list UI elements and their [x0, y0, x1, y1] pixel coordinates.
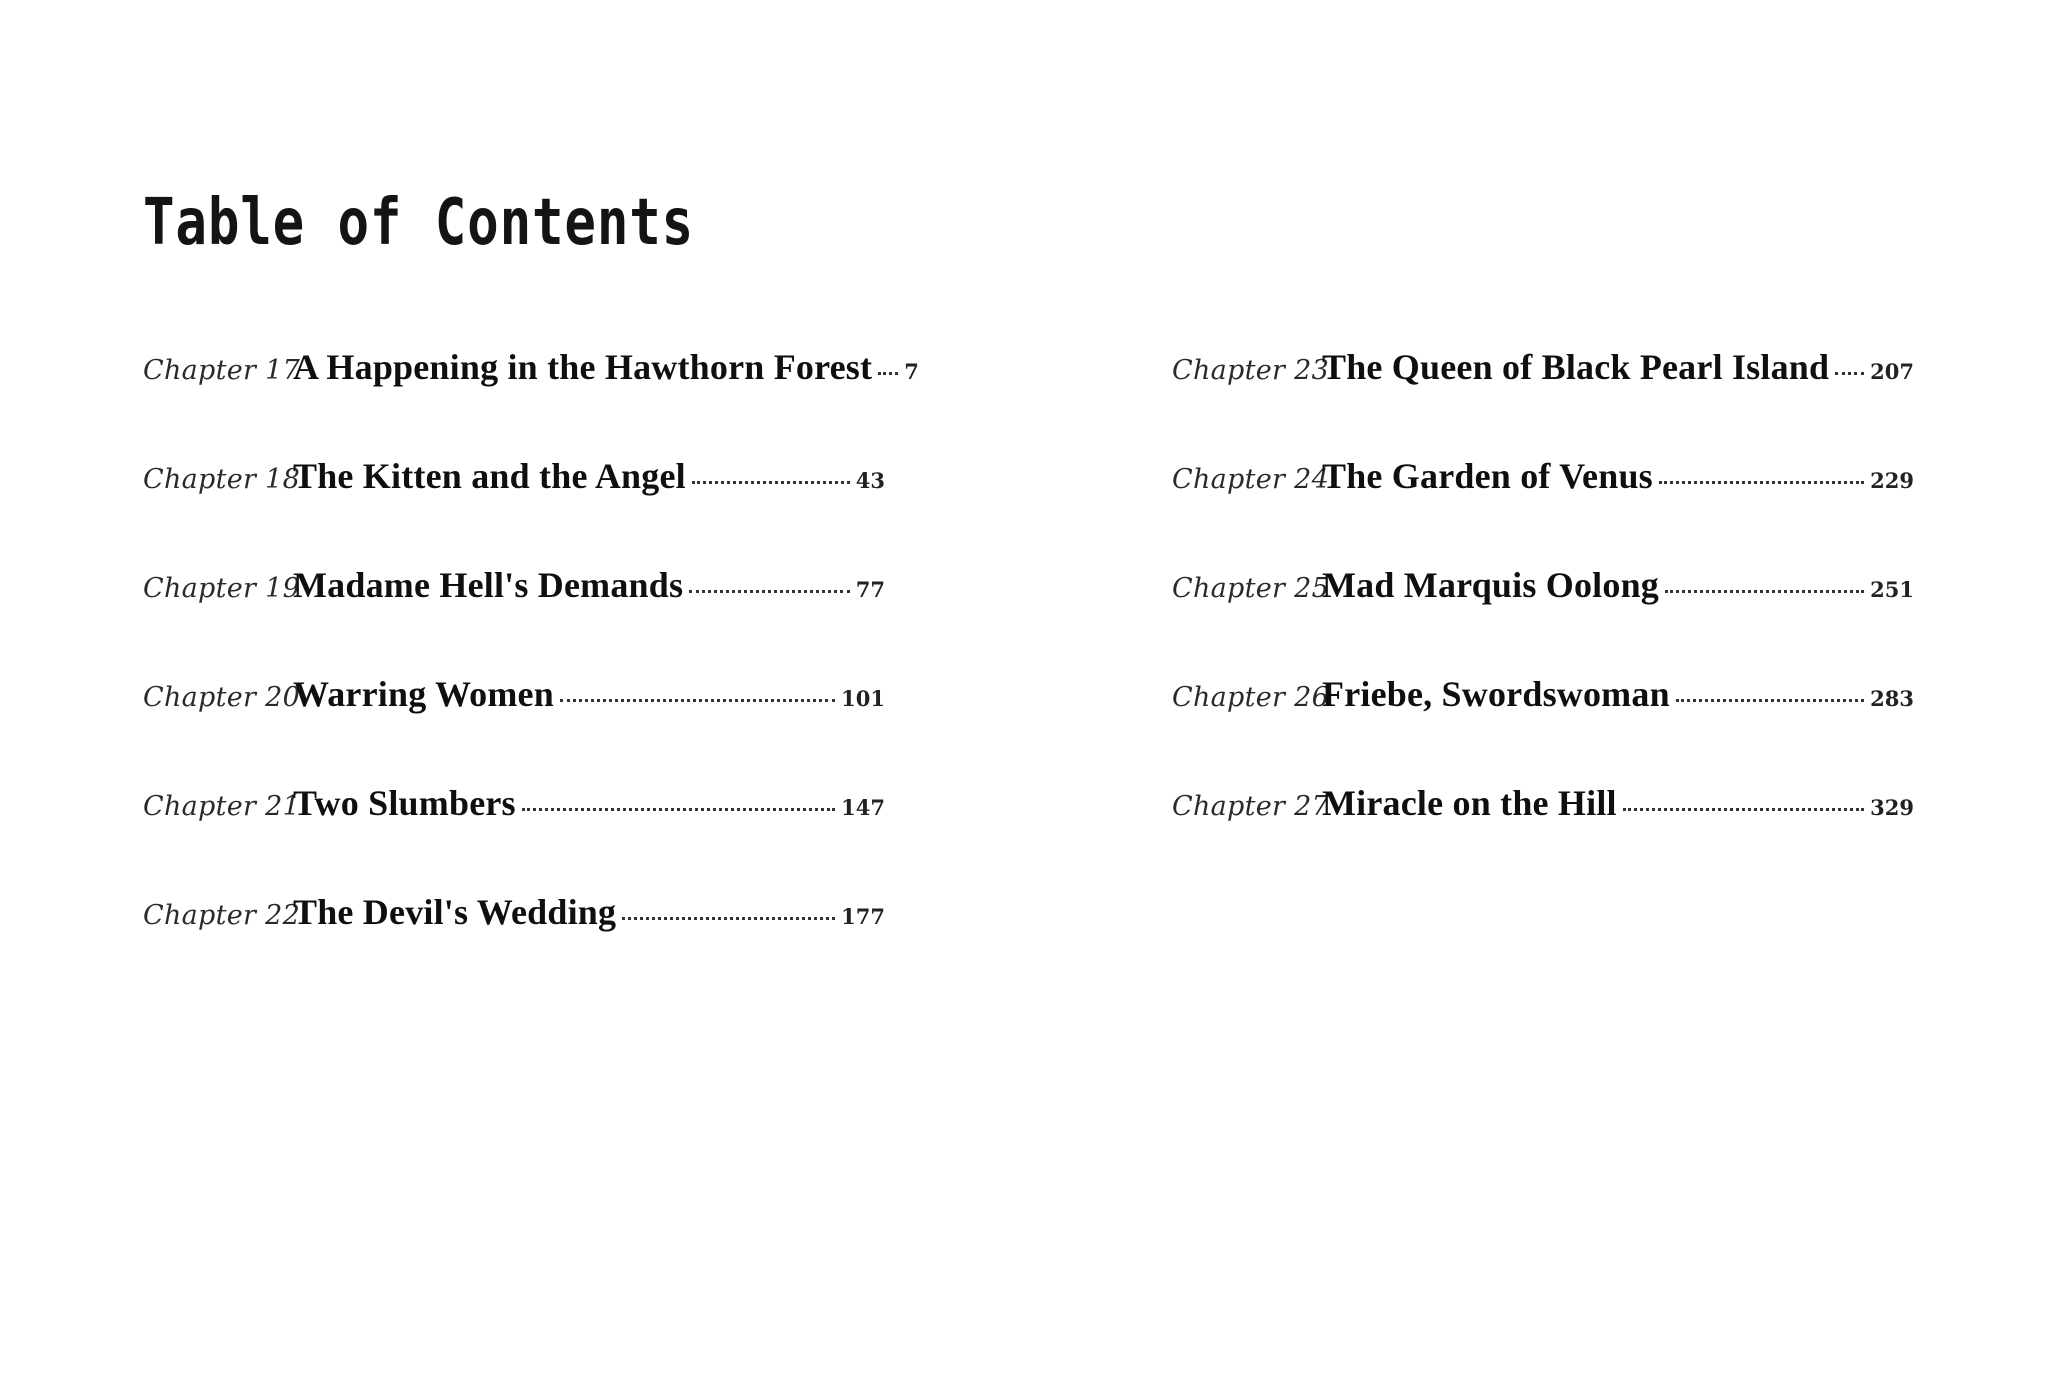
dot-leader: [689, 590, 850, 593]
toc-column-right: [1172, 346, 1914, 891]
toc-entry: [143, 564, 885, 624]
chapter-title: The Kitten and the Angel: [293, 456, 686, 496]
toc-entry: [143, 346, 919, 406]
page-number: 329: [1870, 795, 1914, 820]
dot-leader: [1623, 808, 1864, 811]
toc-entry: [1172, 346, 1914, 406]
page-number: 251: [1870, 577, 1914, 602]
chapter-title: Madame Hell's Demands: [293, 565, 684, 605]
chapter-label: Chapter 19: [143, 573, 301, 604]
chapter-label: Chapter 21: [143, 791, 301, 822]
page-number: 207: [1870, 359, 1914, 384]
page-number: 177: [841, 904, 885, 929]
chapter-title: Two Slumbers: [293, 783, 516, 823]
toc-entry: [1172, 564, 1914, 624]
dot-leader: [522, 808, 835, 811]
dot-leader: [1665, 590, 1864, 593]
chapter-title: Mad Marquis Oolong: [1322, 565, 1659, 605]
dot-leader: [692, 481, 850, 484]
chapter-title: The Queen of Black Pearl Island: [1322, 347, 1830, 387]
toc-entry: [1172, 455, 1914, 515]
chapter-label: Chapter 25: [1172, 573, 1330, 604]
dot-leader: [1676, 699, 1864, 702]
toc-entry: [1172, 782, 1914, 842]
dot-leader: [1835, 372, 1864, 375]
page-number: 43: [855, 468, 885, 493]
page-number: 229: [1870, 468, 1914, 493]
chapter-label: Chapter 23: [1172, 355, 1330, 386]
page-number: 7: [904, 359, 919, 384]
chapter-label: Chapter 17: [143, 355, 301, 386]
toc-entry: [143, 891, 885, 951]
chapter-label: Chapter 20: [143, 682, 301, 713]
chapter-title: Warring Women: [293, 674, 554, 714]
page-number: 147: [841, 795, 885, 820]
chapter-title: The Garden of Venus: [1322, 456, 1653, 496]
dot-leader: [878, 372, 898, 375]
chapter-title: Friebe, Swordswoman: [1322, 674, 1670, 714]
toc-entry: [1172, 673, 1914, 733]
toc-entry: [143, 455, 885, 515]
chapter-title: The Devil's Wedding: [293, 892, 617, 932]
chapter-label: Chapter 18: [143, 464, 301, 495]
dot-leader: [1659, 481, 1864, 484]
page-number: 77: [855, 577, 885, 602]
toc-column-left: [143, 346, 919, 1000]
chapter-label: Chapter 24: [1172, 464, 1330, 495]
chapter-title: Miracle on the Hill: [1322, 783, 1617, 823]
page-title: Table of Contents: [143, 186, 695, 260]
dot-leader: [560, 699, 835, 702]
toc-entry: [143, 673, 885, 733]
page-number: 283: [1870, 686, 1914, 711]
chapter-title: A Happening in the Hawthorn Forest: [293, 347, 873, 387]
page-number: 101: [841, 686, 885, 711]
chapter-label: Chapter 26: [1172, 682, 1330, 713]
dot-leader: [622, 917, 835, 920]
chapter-label: Chapter 27: [1172, 791, 1330, 822]
chapter-label: Chapter 22: [143, 900, 301, 931]
toc-entry: [143, 782, 885, 842]
